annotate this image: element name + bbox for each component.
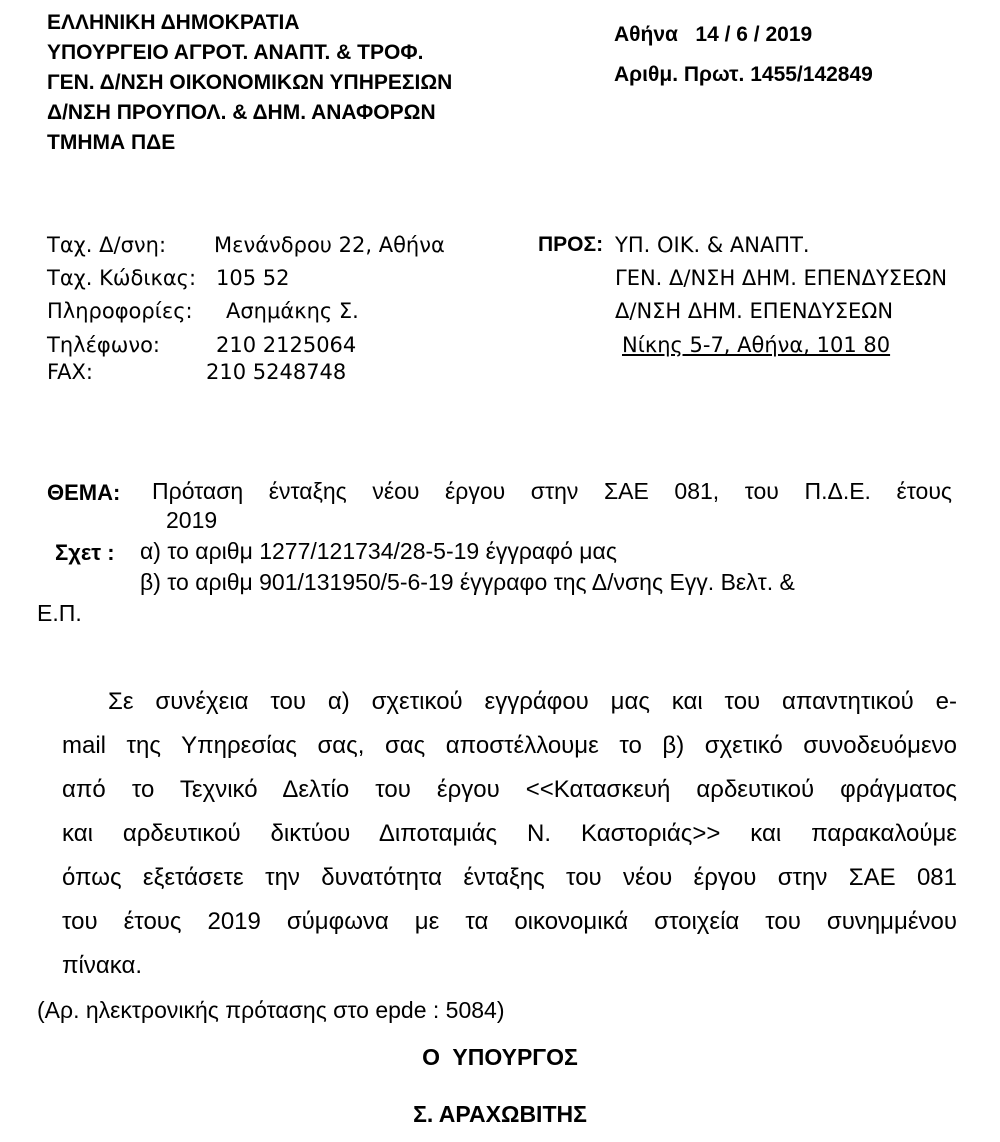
epde-note: (Αρ. ηλεκτρονικής πρότασης στο epde : 5084): [37, 997, 505, 1023]
postal-value: 105 52: [216, 266, 290, 290]
recipient-address: Νίκης 5-7, Αθήνα, 101 80: [622, 333, 891, 357]
info-label: Πληροφορίες:: [47, 299, 193, 323]
header-line-department: ΤΜΗΜΑ ΠΔΕ: [47, 131, 176, 154]
address-value: Μενάνδρου 22, Αθήνα: [214, 233, 445, 257]
header-line-directorate: Δ/ΝΣΗ ΠΡΟΥΠΟΛ. & ΔΗΜ. ΑΝΑΦΟΡΩΝ: [47, 101, 436, 124]
body-line: Σε συνέχεια του α) σχετικού εγγράφου μας και του απαντητικού e-: [108, 688, 957, 715]
body-line: από το Τεχνικό Δελτίο του έργου <<Κατασκευή αρδευτικού φράγματος: [62, 776, 957, 803]
header-line-country: ΕΛΛΗΝΙΚΗ ΔΗΜΟΚΡΑΤΙΑ: [47, 11, 300, 34]
phone-value: 210 2125064: [216, 333, 357, 357]
references-label: Σχετ :: [55, 540, 115, 565]
body-line: πίνακα.: [62, 952, 143, 979]
body-line: και αρδευτικού δικτύου Διποταμιάς Ν. Καστοριάς>> και παρακαλούμε: [62, 820, 957, 847]
recipient-line-ministry: ΥΠ. ΟΙΚ. & ΑΝΑΠΤ.: [615, 233, 810, 257]
reference-b-cont: Ε.Π.: [37, 600, 82, 626]
fax-value: 210 5248748: [206, 360, 347, 384]
header-line-general-directorate: ΓΕΝ. Δ/ΝΣΗ ΟΙΚΟΝΟΜΙΚΩΝ ΥΠΗΡΕΣΙΩΝ: [47, 71, 453, 94]
phone-label: Τηλέφωνο:: [47, 333, 161, 357]
protocol-number: Αριθμ. Πρωτ. 1455/142849: [614, 63, 873, 86]
subject-label: ΘΕΜΑ:: [47, 480, 121, 505]
reference-a: α) το αριθμ 1277/121734/28-5-19 έγγραφό μας: [140, 538, 617, 564]
subject-text-cont: 2019: [166, 507, 218, 533]
recipient-label: ΠΡΟΣ:: [538, 233, 604, 256]
body-line: mail της Υπηρεσίας σας, σας αποστέλλουμε το β) σχετικό συνοδευόμενο: [62, 732, 957, 759]
body-line: όπως εξετάσετε την δυνατότητα ένταξης του νέου έργου στην ΣΑΕ 081: [62, 864, 957, 891]
subject-text: Πρόταση ένταξης νέου έργου στην ΣΑΕ 081, του Π.Δ.Ε. έτους: [152, 478, 952, 504]
postal-label: Ταχ. Κώδικας:: [47, 266, 197, 290]
issuer-header: [47, 8, 452, 158]
document-date: Αθήνα 14 / 6 / 2019: [614, 23, 813, 46]
recipient-line-general-directorate: ΓΕΝ. Δ/ΝΣΗ ΔΗΜ. ΕΠΕΝΔΥΣΕΩΝ: [615, 266, 948, 290]
body-line: του έτους 2019 σύμφωνα με τα οικονομικά στοιχεία του συνημμένου: [62, 908, 957, 935]
signature-title: Ο ΥΠΟΥΡΓΟΣ: [422, 1044, 578, 1070]
address-label: Ταχ. Δ/σνη:: [47, 233, 167, 257]
signature-name: Σ. ΑΡΑΧΩΒΙΤΗΣ: [413, 1101, 587, 1127]
document-meta: [614, 15, 873, 95]
info-value: Ασημάκης Σ.: [226, 299, 359, 323]
fax-label: FAX:: [47, 360, 93, 384]
recipient-line-directorate: Δ/ΝΣΗ ΔΗΜ. ΕΠΕΝΔΥΣΕΩΝ: [615, 299, 894, 323]
header-line-ministry: ΥΠΟΥΡΓΕΙΟ ΑΓΡΟΤ. ΑΝΑΠΤ. & ΤΡΟΦ.: [47, 41, 424, 64]
reference-b: β) το αριθμ 901/131950/5-6-19 έγγραφο της Δ/νσης Εγγ. Βελτ. &: [140, 569, 795, 595]
